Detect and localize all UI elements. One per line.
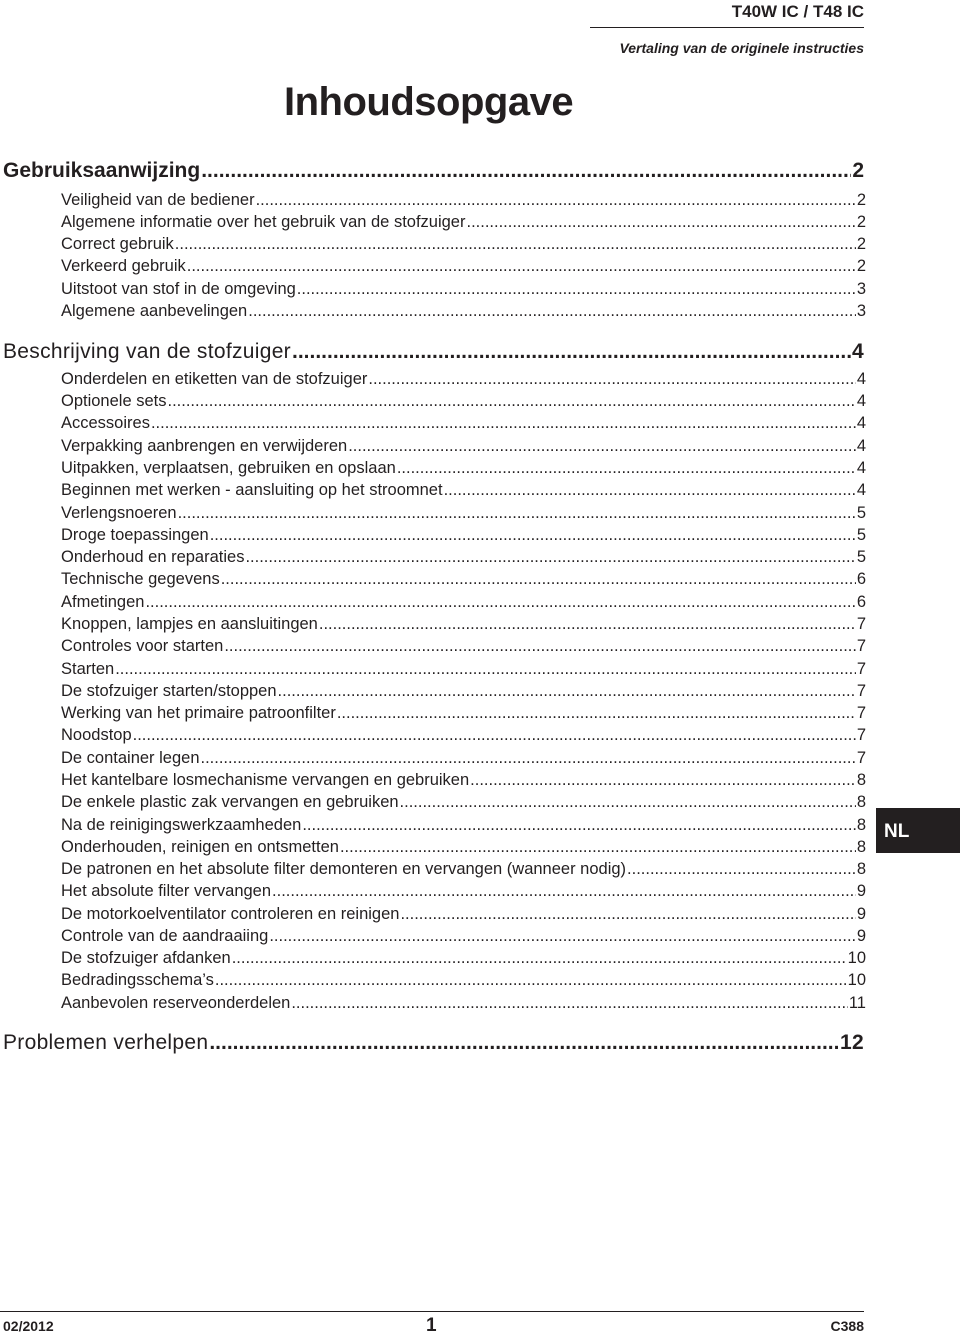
toc-entry-page: 10: [847, 971, 866, 989]
dot-leader: [400, 793, 856, 812]
toc-section-label: Problemen verhelpen: [3, 1031, 209, 1054]
toc-entry-page: 6: [856, 570, 866, 588]
toc-entry[interactable]: [61, 660, 866, 679]
dot-leader: [201, 749, 856, 768]
dot-leader: [167, 392, 855, 411]
dot-leader: [337, 704, 856, 723]
dot-leader: [297, 280, 856, 299]
dot-leader: [340, 838, 856, 857]
toc-section-beschrijving[interactable]: [3, 340, 864, 364]
toc-entry-label: Controles voor starten: [61, 637, 224, 655]
toc-entry-label: De patronen en het absolute filter demonteren en vervangen (wanneer nodig): [61, 860, 627, 878]
toc-entry[interactable]: [61, 882, 866, 901]
toc-entry[interactable]: [61, 905, 866, 924]
toc-entry-page: 9: [856, 927, 866, 945]
toc-entry-label: Veiligheid van de bediener: [61, 191, 255, 209]
dot-leader: [145, 593, 855, 612]
toc-entry-page: 3: [856, 302, 866, 320]
toc-entry[interactable]: [61, 994, 866, 1013]
toc-entry[interactable]: [61, 504, 866, 523]
dot-leader: [215, 971, 847, 990]
dot-leader: [278, 682, 856, 701]
dot-leader: [245, 548, 855, 567]
toc-section-page: 12: [840, 1031, 864, 1054]
footer-page-number: 1: [426, 1315, 437, 1333]
dot-leader: [368, 370, 855, 389]
toc-entry-label: De enkele plastic zak vervangen en gebruiken: [61, 793, 399, 811]
dot-leader: [210, 526, 856, 545]
toc-entry[interactable]: [61, 704, 866, 723]
toc-entry[interactable]: [61, 749, 866, 768]
toc-entry-page: 5: [856, 504, 866, 522]
dot-leader: [178, 504, 856, 523]
dot-leader: [224, 637, 855, 656]
toc-entry[interactable]: [61, 971, 866, 990]
toc-entry-label: Uitstoot van stof in de omgeving: [61, 280, 296, 298]
dot-leader: [292, 340, 851, 364]
dot-leader: [256, 191, 856, 210]
toc-entry-page: 8: [856, 793, 866, 811]
toc-entry-page: 6: [856, 593, 866, 611]
toc-entry-page: 4: [856, 437, 866, 455]
language-tab: NL: [876, 808, 960, 853]
toc-entry-label: Aanbevolen reserveonderdelen: [61, 994, 291, 1012]
toc-entry-label: Verpakking aanbrengen en verwijderen: [61, 437, 348, 455]
toc-section-label: Beschrijving van de stofzuiger: [3, 340, 291, 363]
toc-entry[interactable]: [61, 682, 866, 701]
toc-entry-label: Optionele sets: [61, 392, 167, 410]
dot-leader: [133, 726, 856, 745]
toc-entry-page: 8: [856, 816, 866, 834]
toc-entry-page: 10: [847, 949, 866, 967]
toc-entry[interactable]: [61, 459, 866, 478]
footer-date: 02/2012: [3, 1318, 54, 1333]
dot-leader: [319, 615, 856, 634]
footer-rule: [0, 1311, 864, 1312]
dot-leader: [201, 159, 851, 183]
toc-entry-page: 4: [856, 481, 866, 499]
toc-entry-page: 9: [856, 882, 866, 900]
dot-leader: [232, 949, 847, 968]
toc-entry[interactable]: [61, 793, 866, 812]
model-number: T40W IC / T48 IC: [731, 2, 864, 21]
toc-entry-label: Onderdelen en etiketten van de stofzuiger: [61, 370, 368, 388]
toc-entry[interactable]: [61, 235, 866, 254]
toc-entry-page: 5: [856, 548, 866, 566]
dot-leader: [627, 860, 856, 879]
toc-entry[interactable]: [61, 548, 866, 567]
toc-entry-page: 7: [856, 615, 866, 633]
footer-document-code: C388: [830, 1318, 864, 1333]
dot-leader: [466, 213, 855, 232]
dot-leader: [302, 816, 856, 835]
toc-entry-label: Noodstop: [61, 726, 132, 744]
toc-section-label: Gebruiksaanwijzing: [3, 159, 201, 182]
toc-entry[interactable]: [61, 526, 866, 545]
toc-entry-page: 4: [856, 459, 866, 477]
toc-entry[interactable]: [61, 637, 866, 656]
dot-leader: [272, 882, 856, 901]
page-title: Inhoudsopgave: [284, 80, 574, 124]
toc-entry[interactable]: [61, 593, 866, 612]
toc-entry-label: Onderhouden, reinigen en ontsmetten: [61, 838, 339, 856]
toc-entry-label: Na de reinigingswerkzaamheden: [61, 816, 302, 834]
toc-entry-page: 7: [856, 749, 866, 767]
dot-leader: [151, 414, 856, 433]
toc-entry-page: 7: [856, 637, 866, 655]
toc-entry[interactable]: [61, 927, 866, 946]
dot-leader: [348, 437, 856, 456]
toc-entry-label: Algemene informatie over het gebruik van de stofzuiger: [61, 213, 466, 231]
dot-leader: [397, 459, 856, 478]
toc-entry[interactable]: [61, 257, 866, 276]
dot-leader: [187, 257, 856, 276]
toc-entry-page: 8: [856, 838, 866, 856]
toc-entry[interactable]: [61, 414, 866, 433]
toc-entry[interactable]: [61, 838, 866, 857]
toc-entry-page: 7: [856, 682, 866, 700]
toc-entry[interactable]: [61, 615, 866, 634]
dot-leader: [221, 570, 856, 589]
toc-entry-label: Afmetingen: [61, 593, 145, 611]
toc-entry-label: Accessoires: [61, 414, 150, 432]
toc-entry-page: 7: [856, 704, 866, 722]
toc-entry-label: Algemene aanbevelingen: [61, 302, 248, 320]
toc-entry-page: 2: [856, 257, 866, 275]
dot-leader: [248, 302, 856, 321]
toc-entry-label: Werking van het primaire patroonfilter: [61, 704, 336, 722]
dot-leader: [209, 1031, 839, 1055]
toc-section-page: 2: [852, 159, 864, 182]
toc-entry[interactable]: [61, 191, 866, 210]
toc-entry-page: 4: [856, 414, 866, 432]
toc-entry[interactable]: [61, 437, 866, 456]
toc-entry-page: 11: [848, 994, 866, 1012]
toc-entry-label: Het kantelbare losmechanisme vervangen en gebruiken: [61, 771, 470, 789]
toc-entry[interactable]: [61, 860, 866, 879]
toc-entry-page: 3: [856, 280, 866, 298]
toc-entry-label: Controle van de aandraaiing: [61, 927, 269, 945]
toc-entry[interactable]: [61, 370, 866, 389]
toc-entry-label: De stofzuiger starten/stoppen: [61, 682, 277, 700]
toc-entry-label: Beginnen met werken - aansluiting op het stroomnet: [61, 481, 443, 499]
toc-entry-label: Uitpakken, verplaatsen, gebruiken en opslaan: [61, 459, 396, 477]
toc-entry-label: Verlengsnoeren: [61, 504, 177, 522]
toc-entry[interactable]: [61, 280, 866, 299]
dot-leader: [291, 994, 848, 1013]
toc-entry-label: De container legen: [61, 749, 200, 767]
toc-entry-label: De motorkoelventilator controleren en reinigen: [61, 905, 400, 923]
toc-entry[interactable]: [61, 481, 866, 500]
toc-entry-page: 5: [856, 526, 866, 544]
translation-note: Vertaling van de originele instructies: [619, 40, 864, 56]
toc-entry[interactable]: [61, 392, 866, 411]
dot-leader: [115, 660, 856, 679]
toc-entry-label: De stofzuiger afdanken: [61, 949, 231, 967]
header-rule: [590, 27, 864, 28]
toc-entry-label: Onderhoud en reparaties: [61, 548, 245, 566]
dot-leader: [269, 927, 855, 946]
toc-entry-page: 8: [856, 860, 866, 878]
toc-entry-page: 8: [856, 771, 866, 789]
toc-entry-label: Knoppen, lampjes en aansluitingen: [61, 615, 318, 633]
toc-entry-label: Het absolute filter vervangen: [61, 882, 272, 900]
toc-entry-page: 7: [856, 726, 866, 744]
toc-entry-label: Droge toepassingen: [61, 526, 209, 544]
dot-leader: [444, 481, 856, 500]
toc-section-problemen[interactable]: [3, 1031, 864, 1055]
toc-entry-page: 4: [856, 370, 866, 388]
toc-entry[interactable]: [61, 949, 866, 968]
toc-entry-label: Verkeerd gebruik: [61, 257, 186, 275]
dot-leader: [470, 771, 856, 790]
toc-entry[interactable]: [61, 726, 866, 745]
toc-entry-label: Starten: [61, 660, 115, 678]
toc-entry-label: Technische gegevens: [61, 570, 220, 588]
toc-entry-label: Correct gebruik: [61, 235, 174, 253]
toc-entry-page: 2: [856, 213, 866, 231]
toc-entry[interactable]: [61, 570, 866, 589]
toc-entry[interactable]: [61, 771, 866, 790]
toc-entry-page: 7: [856, 660, 866, 678]
dot-leader: [400, 905, 855, 924]
toc-entry-page: 2: [856, 235, 866, 253]
toc-entry[interactable]: [61, 816, 866, 835]
toc-entry-page: 9: [856, 905, 866, 923]
dot-leader: [175, 235, 856, 254]
toc-entry[interactable]: [61, 302, 866, 321]
toc-entry[interactable]: [61, 213, 866, 232]
toc-entry-label: Bedradingsschema’s: [61, 971, 214, 989]
toc-entry-page: 2: [856, 191, 866, 209]
toc-section-gebruiksaanwijzing[interactable]: [3, 159, 864, 183]
toc-section-page: 4: [852, 340, 864, 363]
toc-entry-page: 4: [856, 392, 866, 410]
